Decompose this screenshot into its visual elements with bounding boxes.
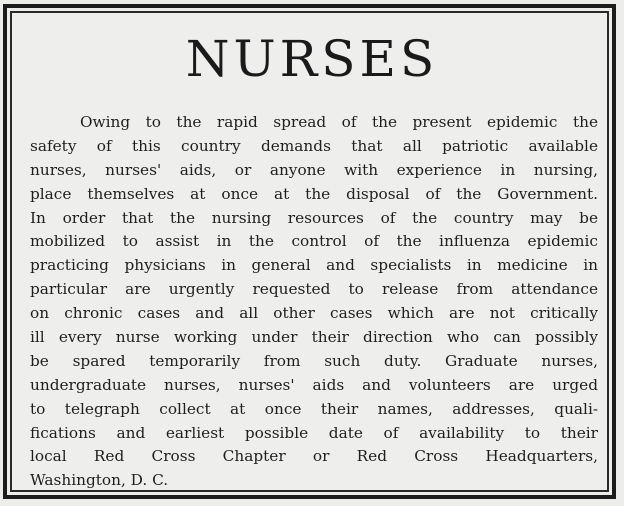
body-line: particular are urgently requested to release from attendance — [30, 280, 598, 299]
body-line: ill every nurse working under their direction who can possibly — [30, 328, 598, 347]
body-line: local Red Cross Chapter or Red Cross Headquarters, — [30, 447, 598, 466]
body-line: be spared temporarily from such duty. Graduate nurses, — [30, 351, 598, 370]
body-line: to telegraph collect at once their names, addresses, quali- — [30, 399, 598, 418]
body-line: Owing to the rapid spread of the present epidemic the — [80, 113, 598, 131]
body-line: nurses, nurses' aids, or anyone with experience in nursing, — [30, 160, 598, 179]
notice-title: NURSES — [185, 30, 439, 88]
notice-body — [30, 111, 598, 493]
body-line: practicing physicians in general and specialists in medicine in — [30, 256, 598, 275]
body-line: In order that the nursing resources of the country may be — [30, 208, 598, 227]
body-line: place themselves at once at the disposal of the Government. — [30, 184, 598, 203]
body-line: mobilized to assist in the control of the influenza epidemic — [30, 232, 598, 251]
body-line: undergraduate nurses, nurses' aids and volunteers are urged — [30, 375, 598, 394]
body-line: on chronic cases and all other cases which are not critically — [30, 304, 598, 323]
body-line: Washington, D. C. — [30, 471, 169, 490]
body-line: fications and earliest possible date of availability to their — [30, 423, 598, 442]
body-line: safety of this country demands that all patriotic available — [30, 136, 598, 155]
